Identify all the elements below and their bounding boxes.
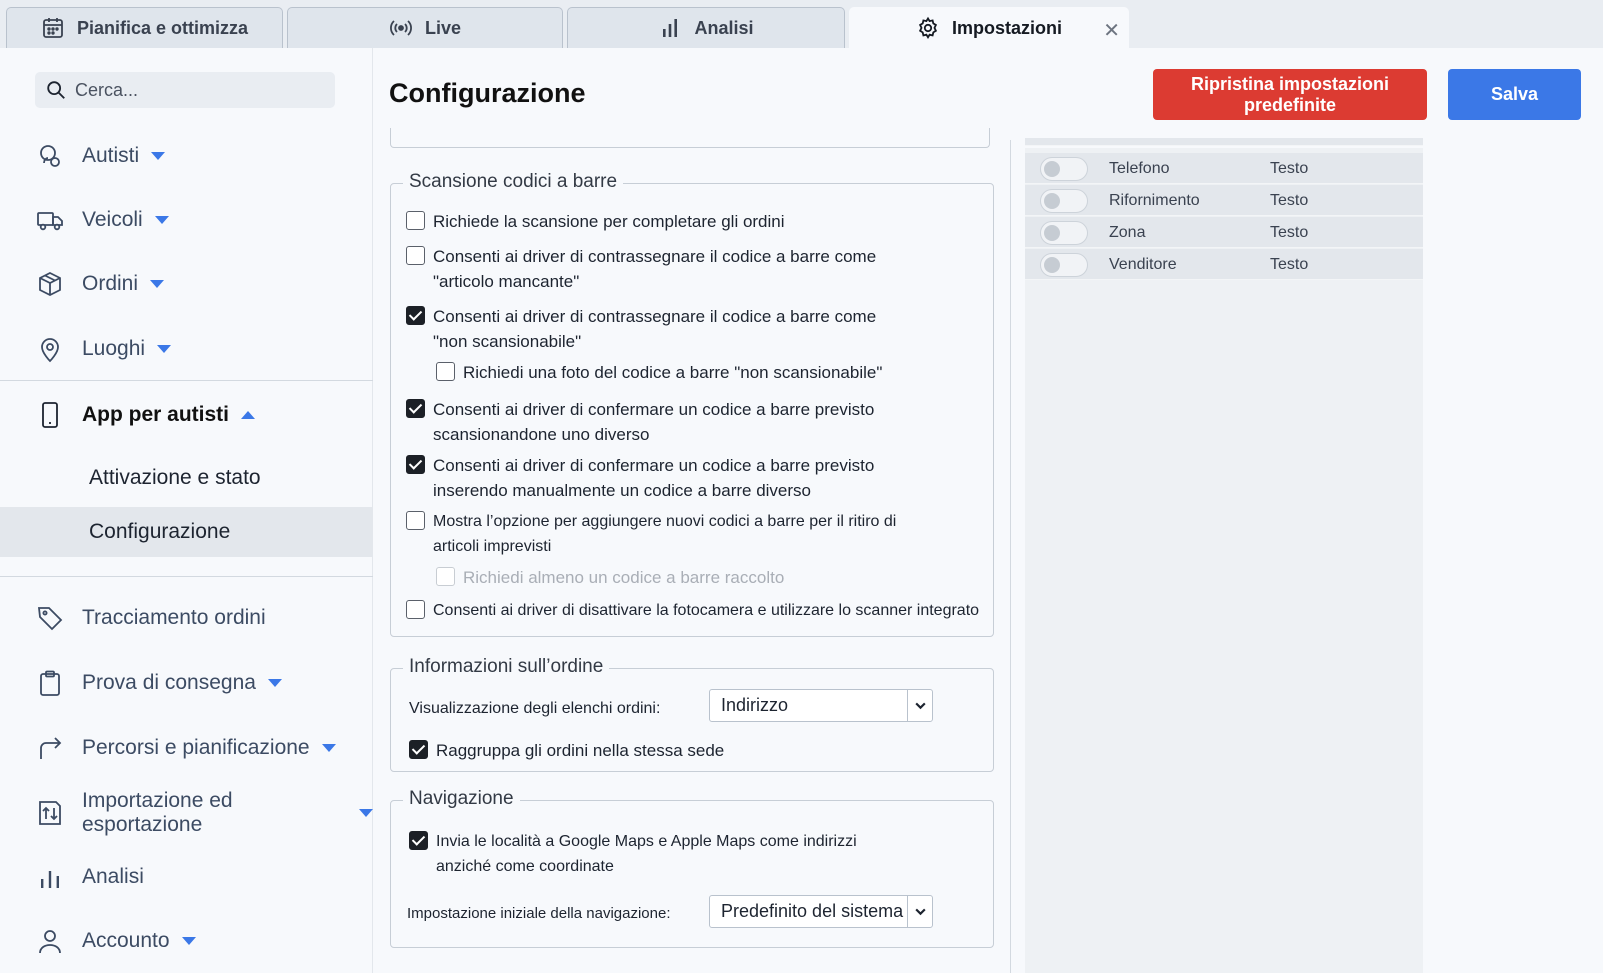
- checkbox-checked[interactable]: [406, 399, 425, 418]
- drivers-icon: [36, 142, 64, 170]
- sidebar-item-label: Veicoli: [82, 208, 143, 231]
- sidebar-item-label: Tracciamento ordini: [82, 606, 266, 629]
- sidebar-item-import-export[interactable]: [0, 788, 373, 838]
- tab-label: Live: [424, 17, 462, 38]
- checkbox[interactable]: [406, 600, 425, 619]
- panel-divider: [1010, 140, 1011, 973]
- clipboard-icon: [36, 669, 64, 697]
- search-icon: [45, 79, 67, 101]
- checkbox[interactable]: [436, 362, 455, 381]
- chevron-down-icon: [359, 809, 373, 817]
- sidebar-subitem-configurazione[interactable]: [0, 507, 373, 557]
- table-row: [1025, 153, 1423, 184]
- order-info-section: [390, 656, 994, 772]
- sidebar-item-app-autisti[interactable]: [0, 390, 373, 440]
- chevron-down-icon: [151, 152, 165, 160]
- select-value: Predefinito del sistema: [721, 901, 904, 921]
- sidebar-item-account[interactable]: [0, 916, 373, 966]
- table-row-partial: [1025, 138, 1423, 146]
- group-orders-option[interactable]: [409, 738, 969, 763]
- user-icon: [36, 927, 64, 955]
- tab-label: Analisi: [694, 17, 754, 38]
- search-input[interactable]: [75, 80, 315, 101]
- sidebar-subitem-attivazione[interactable]: [0, 453, 373, 503]
- chevron-up-icon: [241, 411, 255, 419]
- option-label: Consenti ai driver di contrassegnare il codice a barre come "non scansionabile": [433, 307, 877, 351]
- import-export-icon: [36, 799, 64, 827]
- option-label: Richiedi almeno un codice a barre raccolto: [463, 568, 785, 587]
- table-row: [1025, 217, 1423, 248]
- tab-analisi[interactable]: [567, 7, 845, 48]
- settings-panel: [373, 128, 1010, 973]
- option-label: Richiedi una foto del codice a barre "non scansionabile": [463, 363, 883, 382]
- close-icon[interactable]: ✕: [1103, 20, 1120, 42]
- table-row: [1025, 249, 1423, 280]
- option-label: Consenti ai driver di confermare un codice a barre previsto scansionandone uno diverso: [433, 400, 875, 444]
- option-label: Richiede la scansione per completare gli ordini: [433, 212, 785, 231]
- tab-impostazioni[interactable]: [849, 7, 1129, 48]
- checkbox-checked[interactable]: [409, 831, 428, 850]
- sidebar-item-tracciamento[interactable]: [0, 593, 373, 643]
- sidebar-item-label: App per autisti: [82, 403, 230, 426]
- sidebar-item-veicoli[interactable]: [0, 195, 373, 245]
- field-type: Testo: [1270, 192, 1309, 209]
- option-label: Mostra l’opzione per aggiungere nuovi codici a barre per il ritiro di articoli imprevisti: [433, 513, 897, 555]
- barcode-option[interactable]: [406, 209, 976, 234]
- checkbox-checked[interactable]: [406, 455, 425, 474]
- sidebar-item-analisi[interactable]: [0, 852, 373, 902]
- toggle-switch[interactable]: [1040, 157, 1088, 181]
- bar-chart-icon: [658, 16, 682, 40]
- barcode-option[interactable]: [406, 397, 906, 447]
- barcode-option[interactable]: [406, 304, 886, 354]
- reset-defaults-button[interactable]: Ripristina impostazioni predefinite: [1153, 69, 1427, 120]
- field-type: Testo: [1270, 256, 1309, 273]
- section-legend: Scansione codici a barre: [403, 171, 623, 193]
- section-legend: Navigazione: [403, 788, 520, 810]
- toggle-switch[interactable]: [1040, 253, 1088, 277]
- barcode-option[interactable]: [406, 244, 896, 294]
- sidebar-divider: [0, 380, 373, 381]
- sidebar-subitem-label: Attivazione e stato: [89, 466, 261, 489]
- sidebar: [0, 48, 373, 973]
- box-icon: [36, 270, 64, 298]
- send-addresses-option[interactable]: [409, 829, 899, 879]
- initial-navigation-label: Impostazione iniziale della navigazione:: [407, 905, 671, 922]
- field-name: Venditore: [1109, 256, 1177, 273]
- checkbox[interactable]: [406, 211, 425, 230]
- sidebar-divider: [0, 576, 373, 577]
- table-row: [1025, 185, 1423, 216]
- barcode-section: [390, 171, 994, 637]
- section-legend: Informazioni sull’ordine: [403, 656, 609, 678]
- tab-pianifica[interactable]: [6, 7, 283, 48]
- list-view-label: Visualizzazione degli elenchi ordini:: [409, 700, 661, 717]
- barcode-option-disabled: [436, 565, 956, 590]
- checkbox-disabled: [436, 567, 455, 586]
- sidebar-item-label: Importazione ed esportazione: [82, 789, 233, 836]
- navigation-section: [390, 788, 994, 948]
- checkbox[interactable]: [406, 246, 425, 265]
- sidebar-item-autisti[interactable]: [0, 131, 373, 181]
- page-title: Configurazione: [389, 78, 586, 108]
- tab-bar: [0, 0, 1603, 48]
- checkbox[interactable]: [406, 511, 425, 530]
- chevron-down-icon: [155, 216, 169, 224]
- option-label: Invia le località a Google Maps e Apple Maps come indirizzi anziché come coordinate: [436, 833, 857, 875]
- route-arrow-icon: [36, 734, 64, 762]
- barcode-option[interactable]: [406, 509, 926, 559]
- list-view-select[interactable]: [709, 689, 933, 722]
- option-label: Consenti ai driver di disattivare la fotocamera e utilizzare lo scanner integrato: [433, 602, 980, 619]
- gear-icon: [916, 16, 940, 40]
- tab-live[interactable]: [287, 7, 563, 48]
- sidebar-item-label: Percorsi e pianificazione: [82, 736, 310, 759]
- sidebar-item-label: Autisti: [82, 144, 140, 167]
- sidebar-item-percorsi[interactable]: [0, 723, 373, 773]
- sidebar-item-label: Luoghi: [82, 337, 146, 360]
- chevron-down-icon: [150, 280, 164, 288]
- custom-fields-table: [1025, 148, 1423, 973]
- chevron-down-icon: [907, 896, 932, 927]
- option-label: Consenti ai driver di confermare un codice a barre previsto inserendo manualmente un codice a barre diverso: [433, 456, 875, 500]
- bar-chart-icon: [36, 863, 64, 891]
- search-box: [35, 72, 335, 108]
- chevron-down-icon: [907, 690, 932, 721]
- field-name: Telefono: [1109, 160, 1170, 177]
- chevron-down-icon: [268, 679, 282, 687]
- initial-navigation-select[interactable]: [709, 895, 933, 928]
- field-name: Rifornimento: [1109, 192, 1200, 209]
- chevron-down-icon: [157, 345, 171, 353]
- truck-icon: [36, 206, 64, 234]
- toggle-switch[interactable]: [1040, 189, 1088, 213]
- field-type: Testo: [1270, 224, 1309, 241]
- location-pin-icon: [36, 335, 64, 363]
- sidebar-subitem-label: Configurazione: [89, 520, 231, 543]
- field-name: Zona: [1109, 224, 1146, 241]
- tag-icon: [36, 604, 64, 632]
- chevron-down-icon: [182, 937, 196, 945]
- phone-icon: [36, 401, 64, 429]
- select-value: Indirizzo: [721, 695, 789, 715]
- toggle-switch[interactable]: [1040, 221, 1088, 245]
- sidebar-item-ordini[interactable]: [0, 259, 373, 309]
- sidebar-item-prova-consegna[interactable]: [0, 658, 373, 708]
- tab-label: Pianifica e ottimizza: [76, 17, 249, 38]
- option-label: Consenti ai driver di contrassegnare il codice a barre come "articolo mancante": [433, 247, 877, 291]
- save-button[interactable]: Salva: [1448, 69, 1581, 120]
- barcode-option[interactable]: [406, 598, 991, 623]
- sidebar-item-label: Prova di consegna: [82, 671, 256, 694]
- previous-section-edge: [390, 128, 990, 148]
- broadcast-icon: [389, 16, 413, 40]
- option-label: Raggruppa gli ordini nella stessa sede: [436, 741, 725, 760]
- chevron-down-icon: [322, 744, 336, 752]
- tab-label: Impostazioni: [951, 17, 1062, 38]
- barcode-option[interactable]: [406, 453, 906, 503]
- checkbox-checked[interactable]: [409, 740, 428, 759]
- sidebar-item-label: Analisi: [82, 865, 144, 888]
- checkbox-checked[interactable]: [406, 306, 425, 325]
- field-type: Testo: [1270, 160, 1309, 177]
- sidebar-item-label: Ordini: [82, 272, 139, 295]
- sidebar-item-luoghi[interactable]: [0, 324, 373, 374]
- sidebar-item-label: Accounto: [82, 929, 170, 952]
- barcode-option[interactable]: [436, 360, 956, 385]
- calendar-icon: [41, 16, 65, 40]
